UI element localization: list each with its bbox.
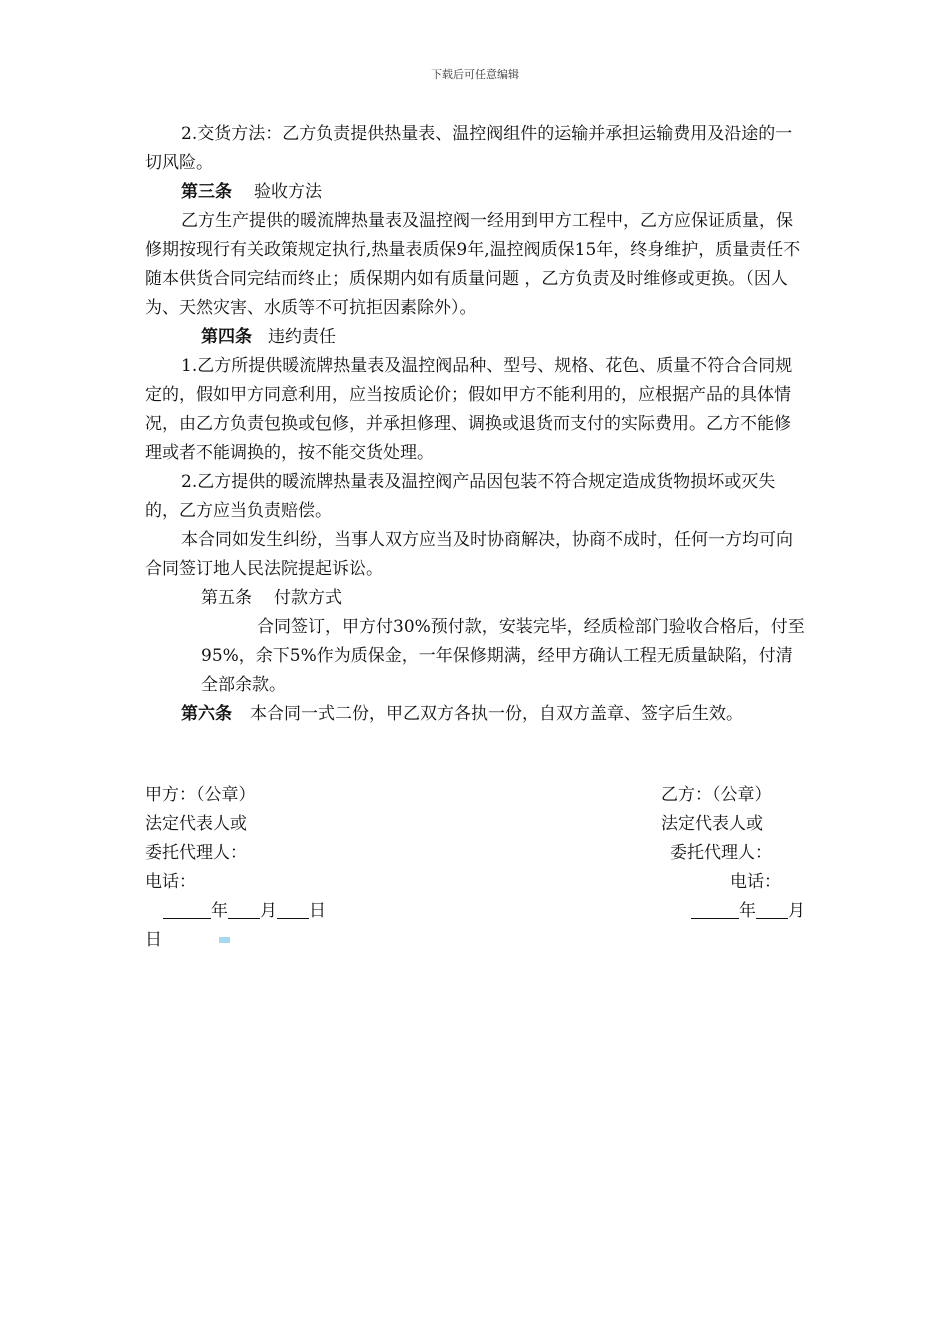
month-blank — [228, 900, 260, 919]
article-five-paragraph: 合同签订，甲方付30%预付款，安装完毕，经质检部门验收合格后，付至95%，余下5%作为质保金，一年保修期满，经甲方确认工程无质量缺陷，付清全部余款。 — [201, 617, 805, 695]
article-four-title: 第四条 — [201, 327, 252, 347]
article-six-paragraph — [145, 700, 805, 729]
signature-block — [145, 781, 805, 955]
party-b-legal-rep: 法定代表人或 — [661, 814, 763, 834]
delivery-method-paragraph: 2.交货方法：乙方负责提供热量表、温控阀组件的运输并承担运输费用及沿途的一切风险。 — [145, 124, 793, 173]
party-a-agent: 委托代理人： — [145, 843, 247, 863]
page-header: 下载后可任意编辑 — [431, 68, 519, 81]
party-b-phone: 电话： — [730, 872, 781, 892]
year-blank — [691, 900, 739, 919]
party-a-legal-rep: 法定代表人或 — [145, 814, 247, 834]
party-b-seal: 乙方：（公章） — [661, 785, 772, 805]
year-blank — [163, 900, 211, 919]
article-six-text: 本合同一式二份，甲乙双方各执一份，自双方盖章、签字后生效。 — [250, 704, 743, 724]
party-b-date-day: 日 — [145, 930, 162, 950]
article-six-title: 第六条 — [181, 704, 232, 724]
article-three-paragraph: 乙方生产提供的暖流牌热量表及温控阀一经用到甲方工程中，乙方应保证质量，保修期按现行有关政策规定执行,热量表质保9年,温控阀质保15年，终身维护，质量责任不随本供货合同完结而终止；质保期内如有质量问题 ，乙方负责及时维修或更换。（因人为、天然灾害、水质等不可抗拒因素除外）。 — [145, 211, 801, 318]
contract-body — [145, 120, 805, 729]
article-four-item-1: 1.乙方所提供暖流牌热量表及温控阀品种、型号、规格、花色、质量不符合合同规定的，假如甲方同意利用，应当按质论价；假如甲方不能利用的，应根据产品的具体情况，由乙方负责包换或包修，并承担修理、调换或退货而支付的实际费用。乙方不能修理或者不能调换的，按不能交货处理。 — [145, 356, 793, 463]
article-four-item-2: 2.乙方提供的暖流牌热量表及温控阀产品因包装不符合规定造成货物损坏或灭失的，乙方应当负责赔偿。 — [145, 472, 776, 521]
cursor-marker — [219, 937, 230, 943]
dispute-paragraph: 本合同如发生纠纷，当事人双方应当及时协商解决，协商不成时，任何一方均可向合同签订地人民法院提起诉讼。 — [145, 530, 793, 579]
article-three-title: 第三条 — [181, 182, 232, 202]
article-five-title: 第五条 — [201, 588, 252, 608]
article-three-subject: 验收方法 — [254, 182, 322, 202]
party-a-seal: 甲方：（公章） — [145, 785, 256, 805]
day-blank — [277, 900, 309, 919]
article-four-subject: 违约责任 — [268, 327, 336, 347]
article-five-subject: 付款方式 — [274, 588, 342, 608]
party-a-phone: 电话： — [145, 872, 196, 892]
article-four-heading — [145, 323, 805, 352]
party-b-agent: 委托代理人： — [670, 843, 772, 863]
month-blank — [756, 900, 788, 919]
article-three-heading — [145, 178, 805, 207]
article-five-heading — [145, 584, 805, 613]
party-b-date: 年 月 — [691, 897, 805, 926]
party-a-date: 年 月 日 — [163, 897, 326, 926]
